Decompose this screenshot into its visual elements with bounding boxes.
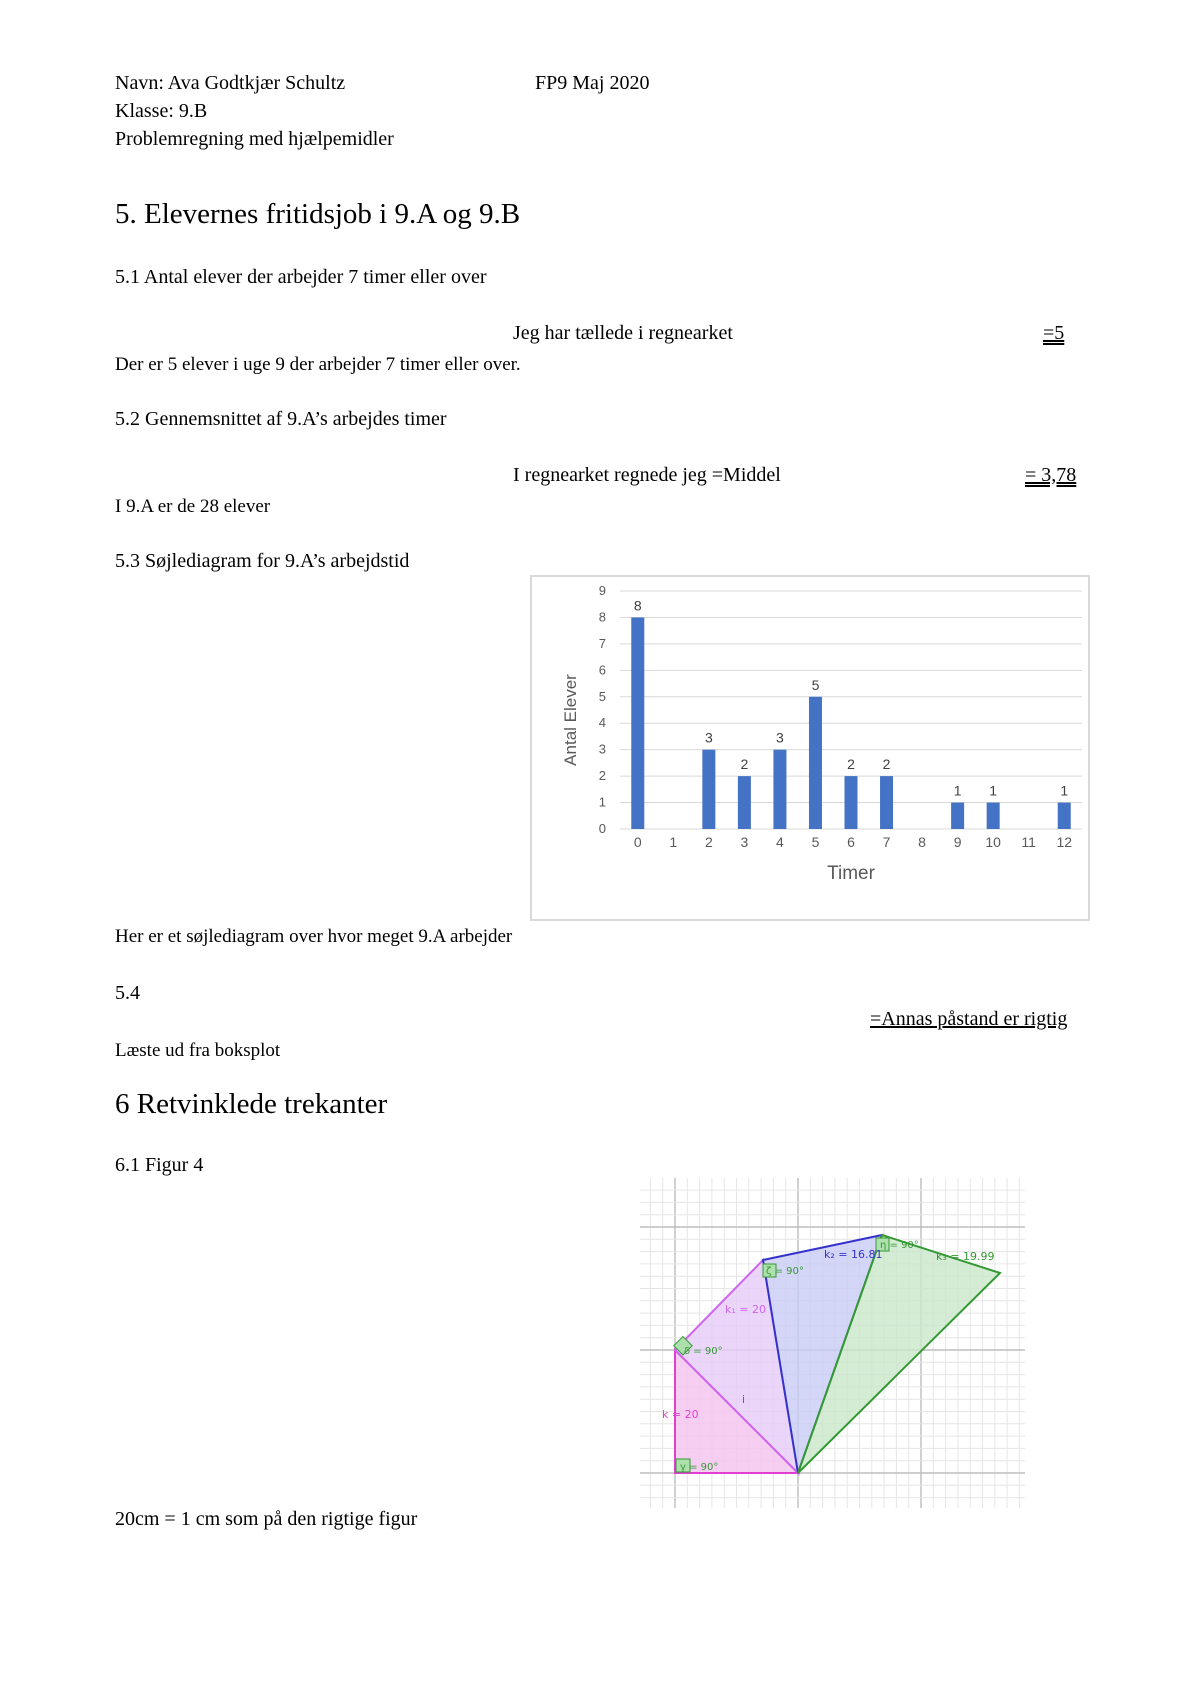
- q52-label: 5.2 Gennemsnittet af 9.A’s arbejdes timer: [115, 408, 447, 430]
- bar-3: [738, 776, 751, 829]
- q51-label: 5.1 Antal elever der arbejder 7 timer eller over: [115, 266, 487, 288]
- q61-label: 6.1 Figur 4: [115, 1154, 204, 1176]
- y-tick-label: 9: [598, 583, 606, 598]
- bar-5: [809, 697, 822, 829]
- label-k2: k₂ = 16.81: [824, 1248, 883, 1261]
- q51-note: Der er 5 elever i uge 9 der arbejder 7 timer eller over.: [115, 354, 521, 375]
- label-gamma: γ = 90°: [680, 1462, 719, 1473]
- data-label-6: 2: [847, 756, 855, 773]
- y-tick-label: 1: [598, 794, 606, 810]
- section-6-title: 6 Retvinklede trekanter: [115, 1088, 388, 1120]
- bar-0: [631, 617, 644, 829]
- label-eta: η = 90°: [880, 1240, 919, 1251]
- x-tick-label: 7: [882, 834, 891, 850]
- x-tick-label: 2: [704, 834, 713, 850]
- bar-12: [1058, 803, 1071, 829]
- y-tick-label: 0: [598, 821, 606, 836]
- x-tick-label: 9: [953, 834, 962, 850]
- student-name: Navn: Ava Godtkjær Schultz: [115, 72, 346, 94]
- q53-note: Her er et søjlediagram over hvor meget 9.A arbejder: [115, 926, 513, 947]
- data-label-9: 1: [953, 782, 962, 799]
- y-tick-label: 5: [598, 688, 606, 704]
- label-i: i: [742, 1393, 746, 1406]
- q51-method: Jeg har tællede i regnearket: [513, 322, 733, 344]
- x-tick-label: 1: [669, 834, 678, 850]
- q53-label: 5.3 Søjlediagram for 9.A’s arbejdstid: [115, 550, 410, 572]
- bar-10: [987, 803, 1000, 829]
- x-tick-label: 0: [633, 834, 642, 850]
- y-tick-label: 7: [598, 635, 606, 651]
- label-delta: δ = 90°: [684, 1346, 723, 1357]
- x-tick-label: 4: [776, 834, 784, 850]
- exam-title: FP9 Maj 2020: [535, 72, 650, 94]
- bar-2: [702, 750, 715, 829]
- data-label-4: 3: [776, 729, 784, 746]
- subject-label: Problemregning med hjælpemidler: [115, 128, 394, 150]
- q61-note: 20cm = 1 cm som på den rigtige figur: [115, 1508, 418, 1530]
- label-k3: k₃ = 19.99: [936, 1250, 995, 1263]
- x-tick-label: 3: [740, 834, 749, 850]
- x-tick-label: 12: [1056, 834, 1073, 850]
- bar-9: [951, 803, 964, 829]
- data-label-5: 5: [811, 676, 820, 693]
- y-tick-label: 8: [598, 609, 606, 625]
- x-tick-label: 11: [1021, 834, 1036, 850]
- q51-result: =5: [1043, 322, 1065, 344]
- x-tick-label: 8: [918, 834, 926, 850]
- bar-chart: [530, 575, 1090, 921]
- q52-method: I regnearket regnede jeg =Middel: [513, 464, 781, 486]
- bar-chart-svg: [532, 577, 1088, 919]
- x-axis-title: Timer: [827, 863, 875, 884]
- bar-4: [773, 750, 786, 829]
- data-label-3: 2: [740, 756, 749, 773]
- data-label-12: 1: [1060, 782, 1069, 799]
- bar-7: [880, 776, 893, 829]
- q54-result: =Annas påstand er rigtig: [870, 1008, 1068, 1030]
- y-tick-label: 6: [598, 662, 606, 678]
- q52-result: = 3,78: [1025, 464, 1077, 486]
- class-label: Klasse: 9.B: [115, 100, 208, 122]
- section-5-title: 5. Elevernes fritidsjob i 9.A og 9.B: [115, 198, 521, 230]
- data-label-0: 8: [633, 597, 642, 614]
- y-tick-label: 3: [598, 741, 606, 757]
- triangle-figure: [640, 1178, 1025, 1508]
- x-tick-label: 5: [811, 834, 820, 850]
- data-label-2: 3: [704, 729, 713, 746]
- y-tick-label: 2: [598, 768, 606, 784]
- label-zeta: ζ = 90°: [766, 1266, 804, 1277]
- data-label-7: 2: [882, 756, 891, 773]
- q54-label: 5.4: [115, 982, 140, 1004]
- bar-6: [845, 776, 858, 829]
- label-k1: k₁ = 20: [725, 1303, 766, 1316]
- x-tick-label: 10: [985, 834, 1001, 850]
- label-k: k = 20: [662, 1408, 699, 1421]
- q54-note: Læste ud fra boksplot: [115, 1040, 281, 1061]
- y-tick-label: 4: [598, 715, 606, 731]
- y-axis-title: Antal Elever: [561, 674, 580, 766]
- data-label-10: 1: [989, 782, 998, 799]
- x-tick-label: 6: [847, 834, 855, 850]
- q52-note: I 9.A er de 28 elever: [115, 496, 271, 517]
